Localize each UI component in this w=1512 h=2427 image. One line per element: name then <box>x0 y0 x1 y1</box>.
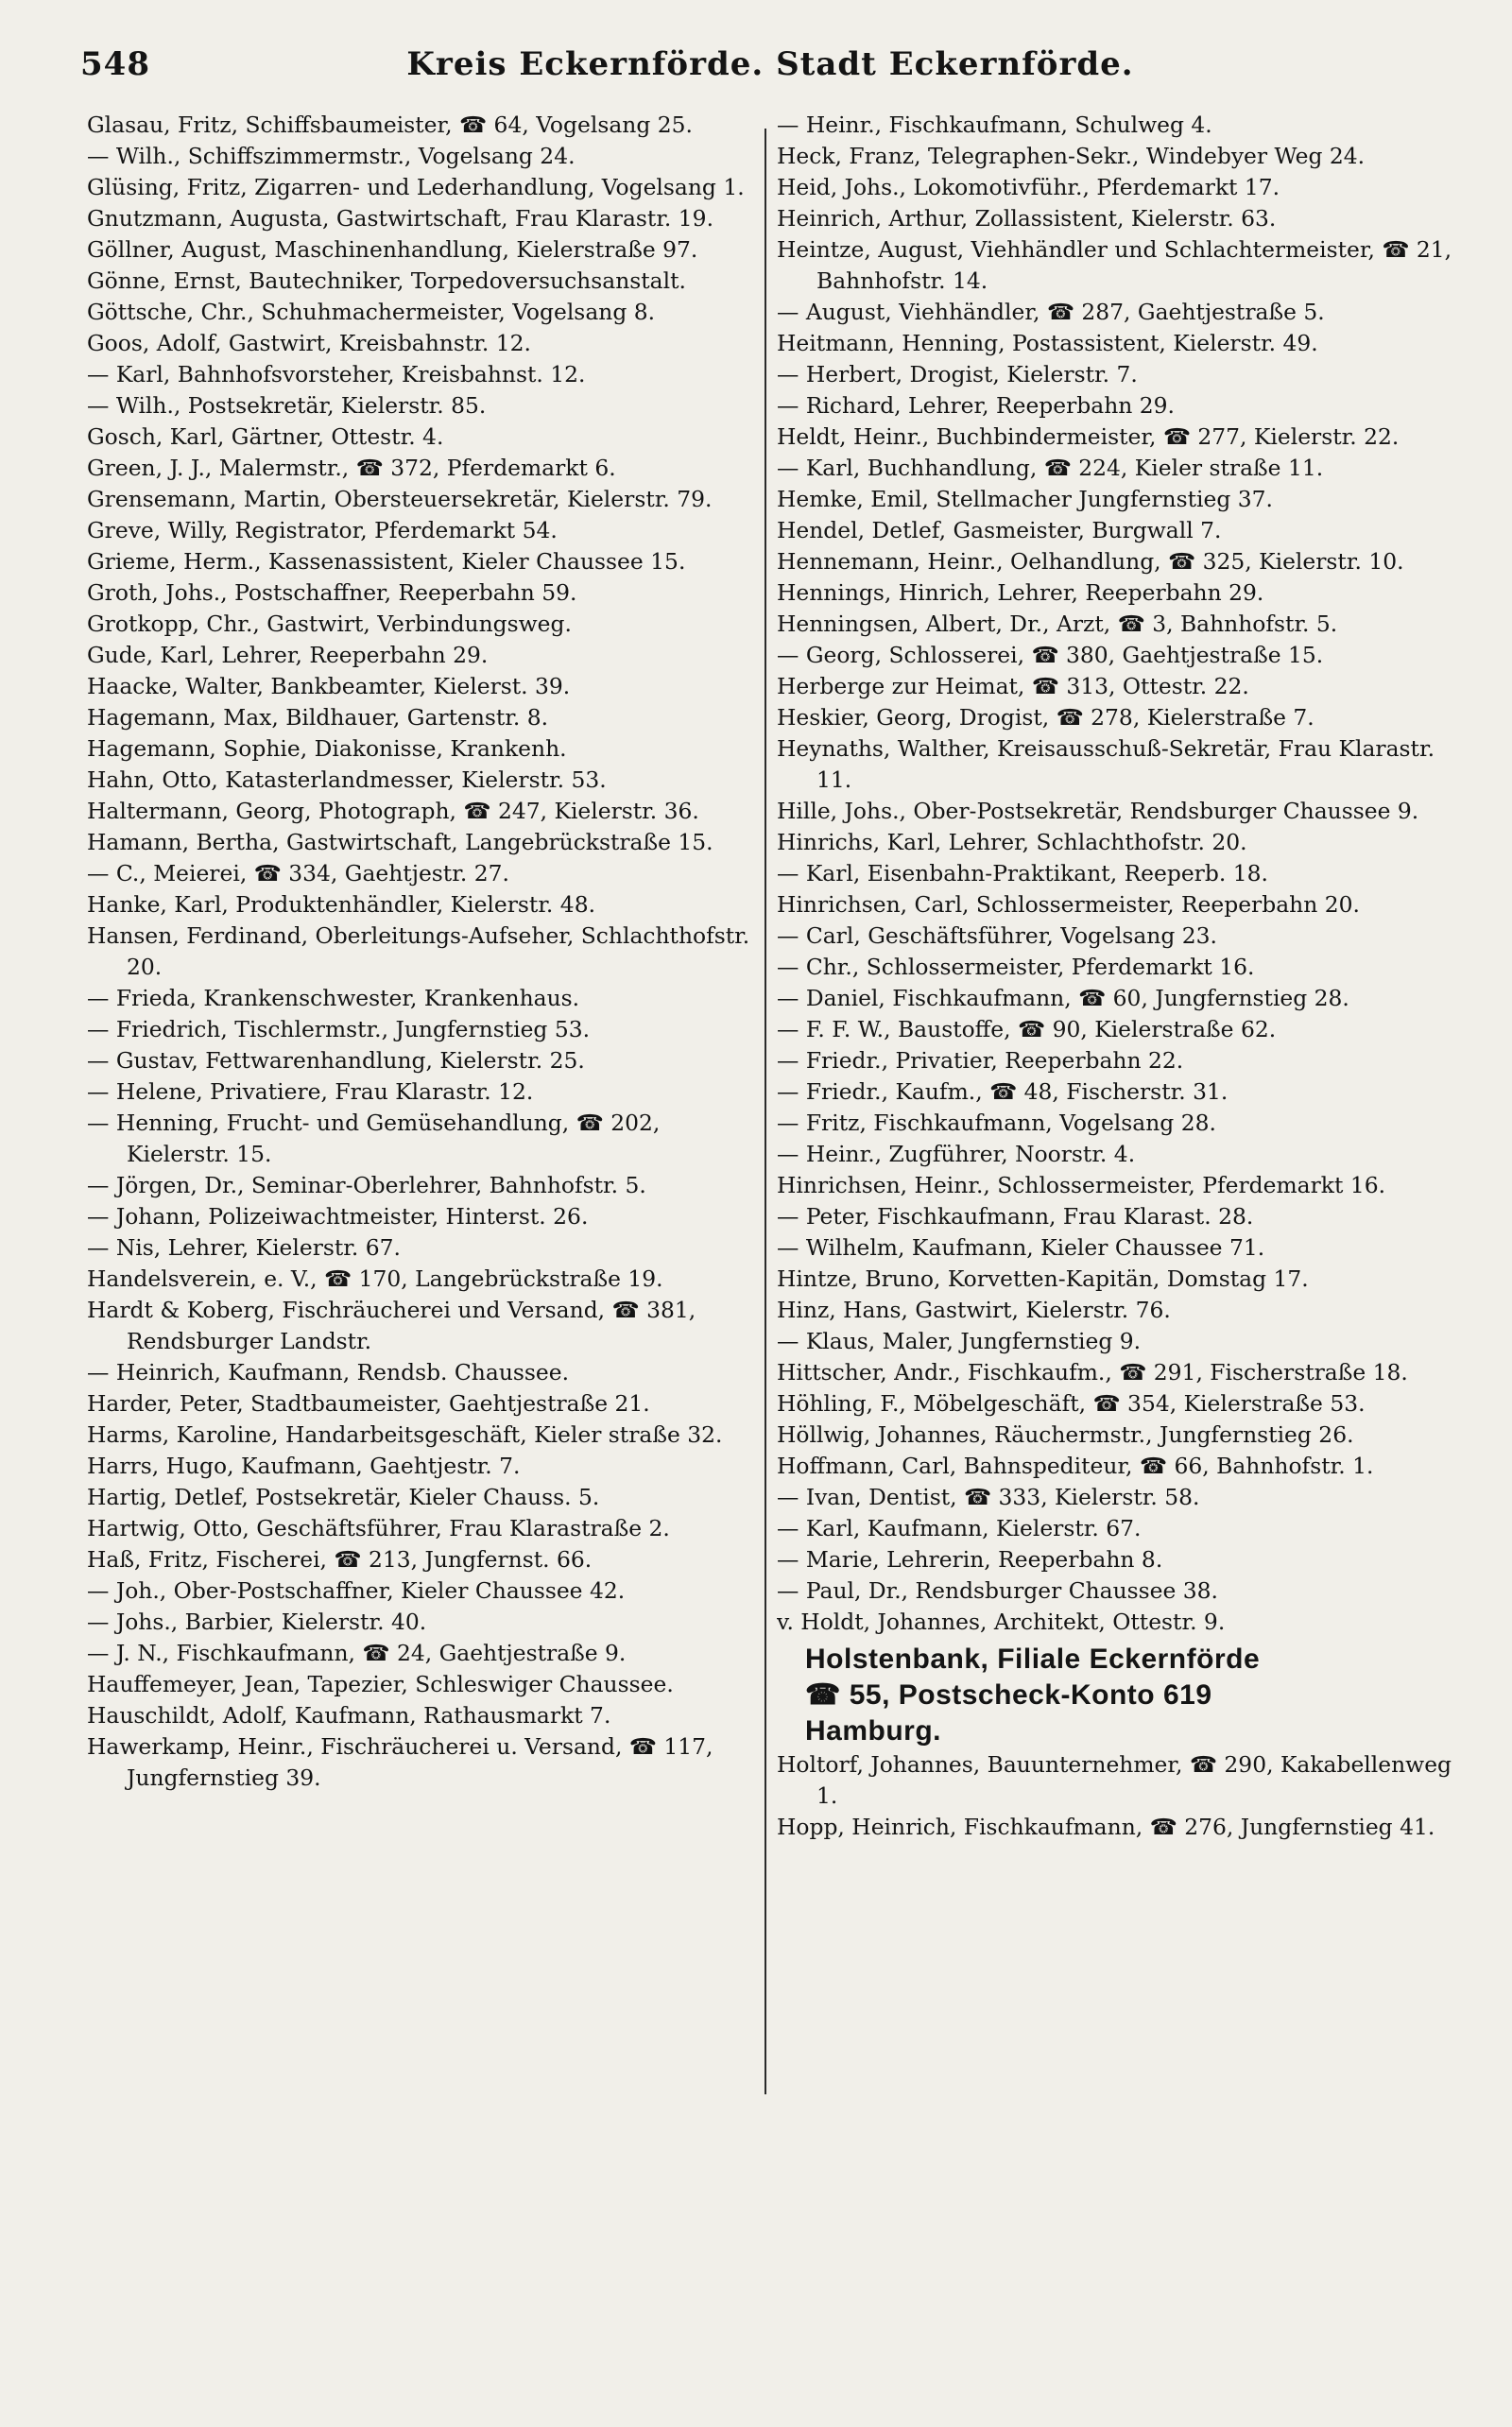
directory-entry: Hahn, Otto, Katasterlandmesser, Kielerstr. 53. <box>87 766 607 793</box>
directory-entry: — Heinr., Zugführer, Noorstr. 4. <box>777 1141 1136 1167</box>
directory-entry: — Marie, Lehrerin, Reeperbahn 8. <box>777 1546 1163 1573</box>
right-entries <box>777 110 1467 1638</box>
directory-entry: Heitmann, Henning, Postassistent, Kielerstr. 49. <box>777 330 1318 356</box>
ad-line-bank: Holstenbank, Filiale Eckernförde <box>805 1644 1261 1675</box>
directory-entry: Grotkopp, Chr., Gastwirt, Verbindungsweg. <box>87 611 572 637</box>
directory-entry: — Helene, Privatiere, Frau Klarastr. 12. <box>87 1078 534 1105</box>
directory-entry: Harrs, Hugo, Kaufmann, Gaehtjestr. 7. <box>87 1453 521 1479</box>
directory-entry: Hille, Johs., Ober-Postsekretär, Rendsburger Chaussee 9. <box>777 798 1419 824</box>
directory-entry: Hagemann, Sophie, Diakonisse, Krankenh. <box>87 735 567 762</box>
directory-entry: Haltermann, Georg, Photograph, ☎ 247, Kielerstr. 36. <box>87 798 699 824</box>
directory-entry: Harms, Karoline, Handarbeitsgeschäft, Kieler straße 32. <box>87 1421 723 1448</box>
directory-entry: — Henning, Frucht- und Gemüsehandlung, ☎ 202, Kielerstr. 15. <box>87 1110 661 1167</box>
directory-entry: Harder, Peter, Stadtbaumeister, Gaehtjestraße 21. <box>87 1390 650 1417</box>
directory-entry: — Daniel, Fischkaufmann, ☎ 60, Jungfernstieg 28. <box>777 985 1349 1011</box>
directory-entry: Gönne, Ernst, Bautechniker, Torpedoversuchsanstalt. <box>87 267 686 294</box>
directory-entry: Hittscher, Andr., Fischkaufm., ☎ 291, Fischerstraße 18. <box>777 1359 1408 1386</box>
directory-entry: Hinrichsen, Carl, Schlossermeister, Reeperbahn 20. <box>777 891 1360 918</box>
directory-entry: — J. N., Fischkaufmann, ☎ 24, Gaehtjestraße 9. <box>87 1640 627 1666</box>
directory-entry: Heynaths, Walther, Kreisausschuß-Sekretär, Frau Klarastr. 11. <box>777 735 1435 793</box>
directory-entry: Hartig, Detlef, Postsekretär, Kieler Chauss. 5. <box>87 1484 600 1510</box>
directory-entry: Hawerkamp, Heinr., Fischräucherei u. Versand, ☎ 117, Jungfernstieg 39. <box>87 1733 713 1791</box>
directory-entry: — Herbert, Drogist, Kielerstr. 7. <box>777 361 1138 387</box>
directory-entry: Heinrich, Arthur, Zollassistent, Kielerstr. 63. <box>777 205 1277 232</box>
directory-entry: — Fritz, Fischkaufmann, Vogelsang 28. <box>777 1110 1216 1136</box>
directory-entry: — Karl, Eisenbahn-Praktikant, Reeperb. 18. <box>777 860 1268 886</box>
directory-entry: — Gustav, Fettwarenhandlung, Kielerstr. 25. <box>87 1047 585 1074</box>
directory-entry: — Karl, Buchhandlung, ☎ 224, Kieler straße 11. <box>777 455 1324 481</box>
directory-entry: Hanke, Karl, Produktenhändler, Kielerstr. 48. <box>87 891 596 918</box>
directory-entry: Hoffmann, Carl, Bahnspediteur, ☎ 66, Bahnhofstr. 1. <box>777 1453 1374 1479</box>
directory-entry: — C., Meierei, ☎ 334, Gaehtjestr. 27. <box>87 860 509 886</box>
directory-entry: Hinrichsen, Heinr., Schlossermeister, Pferdemarkt 16. <box>777 1172 1386 1198</box>
running-title: Kreis Eckernförde. Stadt Eckernförde. <box>406 45 1134 83</box>
directory-entry: Göttsche, Chr., Schuhmachermeister, Vogelsang 8. <box>87 299 656 325</box>
directory-entry: — Klaus, Maler, Jungfernstieg 9. <box>777 1328 1142 1354</box>
directory-entry: Greve, Willy, Registrator, Pferdemarkt 54. <box>87 517 558 543</box>
right-column <box>777 110 1467 2406</box>
directory-entry: — Paul, Dr., Rendsburger Chaussee 38. <box>777 1577 1218 1604</box>
directory-entry: Grensemann, Martin, Obersteuersekretär, Kielerstr. 79. <box>87 486 713 512</box>
directory-entry: — Johs., Barbier, Kielerstr. 40. <box>87 1609 427 1635</box>
directory-entry: — Heinr., Fischkaufmann, Schulweg 4. <box>777 112 1212 138</box>
directory-entry: — Nis, Lehrer, Kielerstr. 67. <box>87 1234 401 1261</box>
directory-entry: Grieme, Herm., Kassenassistent, Kieler Chaussee 15. <box>87 548 686 575</box>
ad-line-city: Hamburg. <box>805 1715 942 1747</box>
directory-entry: Hauschildt, Adolf, Kaufmann, Rathausmarkt 7. <box>87 1702 611 1729</box>
directory-entry: Höllwig, Johannes, Räuchermstr., Jungfernstieg 26. <box>777 1421 1354 1448</box>
directory-entry: Hopp, Heinrich, Fischkaufmann, ☎ 276, Jungfernstieg 41. <box>777 1814 1435 1840</box>
directory-entry: Henningsen, Albert, Dr., Arzt, ☎ 3, Bahnhofstr. 5. <box>777 611 1338 637</box>
directory-entry: Göllner, August, Maschinenhandlung, Kielerstraße 97. <box>87 236 698 263</box>
directory-entry: Heldt, Heinr., Buchbindermeister, ☎ 277, Kielerstr. 22. <box>777 423 1400 450</box>
directory-entry: — Chr., Schlossermeister, Pferdemarkt 16. <box>777 954 1255 980</box>
directory-entry: — Friedrich, Tischlermstr., Jungfernstieg 53. <box>87 1016 591 1042</box>
page-header <box>80 45 1460 98</box>
directory-entry: Hennings, Hinrich, Lehrer, Reeperbahn 29. <box>777 579 1264 606</box>
directory-entry: — Peter, Fischkaufmann, Frau Klarast. 28. <box>777 1203 1254 1230</box>
ad-line-phone: ☎ 55, Postscheck-Konto 619 <box>805 1679 1212 1711</box>
directory-entry: Groth, Johs., Postschaffner, Reeperbahn 59. <box>87 579 577 606</box>
directory-entry: — Ivan, Dentist, ☎ 333, Kielerstr. 58. <box>777 1484 1200 1510</box>
directory-entry: Heintze, August, Viehhändler und Schlachtermeister, ☎ 21, Bahnhofstr. 14. <box>777 236 1452 294</box>
directory-entry: — F. F. W., Baustoffe, ☎ 90, Kielerstraße 62. <box>777 1016 1277 1042</box>
directory-entry: — Carl, Geschäftsführer, Vogelsang 23. <box>777 922 1217 949</box>
directory-entry: Handelsverein, e. V., ☎ 170, Langebrückstraße 19. <box>87 1265 663 1292</box>
page-number: 548 <box>80 45 150 83</box>
directory-entry: Gude, Karl, Lehrer, Reeperbahn 29. <box>87 642 489 668</box>
directory-entry: — Friedr., Privatier, Reeperbahn 22. <box>777 1047 1184 1074</box>
directory-entry: — Richard, Lehrer, Reeperbahn 29. <box>777 392 1175 419</box>
directory-entry: — Jörgen, Dr., Seminar-Oberlehrer, Bahnhofstr. 5. <box>87 1172 646 1198</box>
directory-entry: Haß, Fritz, Fischerei, ☎ 213, Jungfernst. 66. <box>87 1546 593 1573</box>
directory-entry: Heck, Franz, Telegraphen-Sekr., Windebyer Weg 24. <box>777 143 1366 169</box>
directory-entry: — Wilhelm, Kaufmann, Kieler Chaussee 71. <box>777 1234 1265 1261</box>
directory-entry: Gosch, Karl, Gärtner, Ottestr. 4. <box>87 423 444 450</box>
right-entries-after-ad <box>777 1749 1467 1843</box>
directory-entry: Hauffemeyer, Jean, Tapezier, Schleswiger Chaussee. <box>87 1671 674 1697</box>
directory-entry: Höhling, F., Möbelgeschäft, ☎ 354, Kielerstraße 53. <box>777 1390 1366 1417</box>
directory-entry: Hansen, Ferdinand, Oberleitungs-Aufseher, Schlachthofstr. 20. <box>87 922 750 980</box>
directory-entry: — Heinrich, Kaufmann, Rendsb. Chaussee. <box>87 1359 570 1386</box>
directory-entry: Goos, Adolf, Gastwirt, Kreisbahnstr. 12. <box>87 330 531 356</box>
directory-entry: Glüsing, Fritz, Zigarren- und Lederhandlung, Vogelsang 1. <box>87 174 745 200</box>
directory-entry: Hartwig, Otto, Geschäftsführer, Frau Klarastraße 2. <box>87 1515 670 1541</box>
directory-entry: Hennemann, Heinr., Oelhandlung, ☎ 325, Kielerstr. 10. <box>777 548 1404 575</box>
directory-entry: — Joh., Ober-Postschaffner, Kieler Chaussee 42. <box>87 1577 626 1604</box>
directory-entry: Hinz, Hans, Gastwirt, Kielerstr. 76. <box>777 1297 1171 1323</box>
left-column <box>87 110 758 2406</box>
directory-entry: Haacke, Walter, Bankbeamter, Kielerst. 39. <box>87 673 571 699</box>
directory-entry: Hendel, Detlef, Gasmeister, Burgwall 7. <box>777 517 1222 543</box>
directory-entry: — Georg, Schlosserei, ☎ 380, Gaehtjestraße 15. <box>777 642 1324 668</box>
directory-entry: — August, Viehhändler, ☎ 287, Gaehtjestraße 5. <box>777 299 1325 325</box>
directory-entry: Hintze, Bruno, Korvetten-Kapitän, Domstag 17. <box>777 1265 1309 1292</box>
directory-entry: — Wilh., Postsekretär, Kielerstr. 85. <box>87 392 487 419</box>
holstenbank-advertisement <box>777 1642 1467 1749</box>
directory-entry: Heid, Johs., Lokomotivführ., Pferdemarkt 17. <box>777 174 1280 200</box>
directory-entry: Glasau, Fritz, Schiffsbaumeister, ☎ 64, Vogelsang 25. <box>87 112 693 138</box>
directory-entry: Hamann, Bertha, Gastwirtschaft, Langebrückstraße 15. <box>87 829 713 855</box>
column-divider <box>765 129 766 2094</box>
directory-entry: Hemke, Emil, Stellmacher Jungfernstieg 37. <box>777 486 1273 512</box>
directory-entry: Hardt & Koberg, Fischräucherei und Versand, ☎ 381, Rendsburger Landstr. <box>87 1297 696 1354</box>
directory-entry: — Karl, Bahnhofsvorsteher, Kreisbahnst. 12. <box>87 361 586 387</box>
directory-entry: Herberge zur Heimat, ☎ 313, Ottestr. 22. <box>777 673 1249 699</box>
directory-entry: — Johann, Polizeiwachtmeister, Hinterst. 26. <box>87 1203 589 1230</box>
directory-entry: v. Holdt, Johannes, Architekt, Ottestr. 9. <box>777 1609 1226 1635</box>
directory-entry: — Friedr., Kaufm., ☎ 48, Fischerstr. 31. <box>777 1078 1228 1105</box>
directory-entry: Hinrichs, Karl, Lehrer, Schlachthofstr. 20. <box>777 829 1247 855</box>
directory-entry: — Wilh., Schiffszimmermstr., Vogelsang 24. <box>87 143 576 169</box>
directory-entry: — Frieda, Krankenschwester, Krankenhaus. <box>87 985 580 1011</box>
directory-entry: Hagemann, Max, Bildhauer, Gartenstr. 8. <box>87 704 549 731</box>
directory-entry: Holtorf, Johannes, Bauunternehmer, ☎ 290, Kakabellenweg 1. <box>777 1751 1452 1809</box>
directory-entry: Gnutzmann, Augusta, Gastwirtschaft, Frau Klarastr. 19. <box>87 205 714 232</box>
directory-entry: Heskier, Georg, Drogist, ☎ 278, Kielerstraße 7. <box>777 704 1314 731</box>
directory-entry: — Karl, Kaufmann, Kielerstr. 67. <box>777 1515 1142 1541</box>
directory-entry: Green, J. J., Malermstr., ☎ 372, Pferdemarkt 6. <box>87 455 616 481</box>
